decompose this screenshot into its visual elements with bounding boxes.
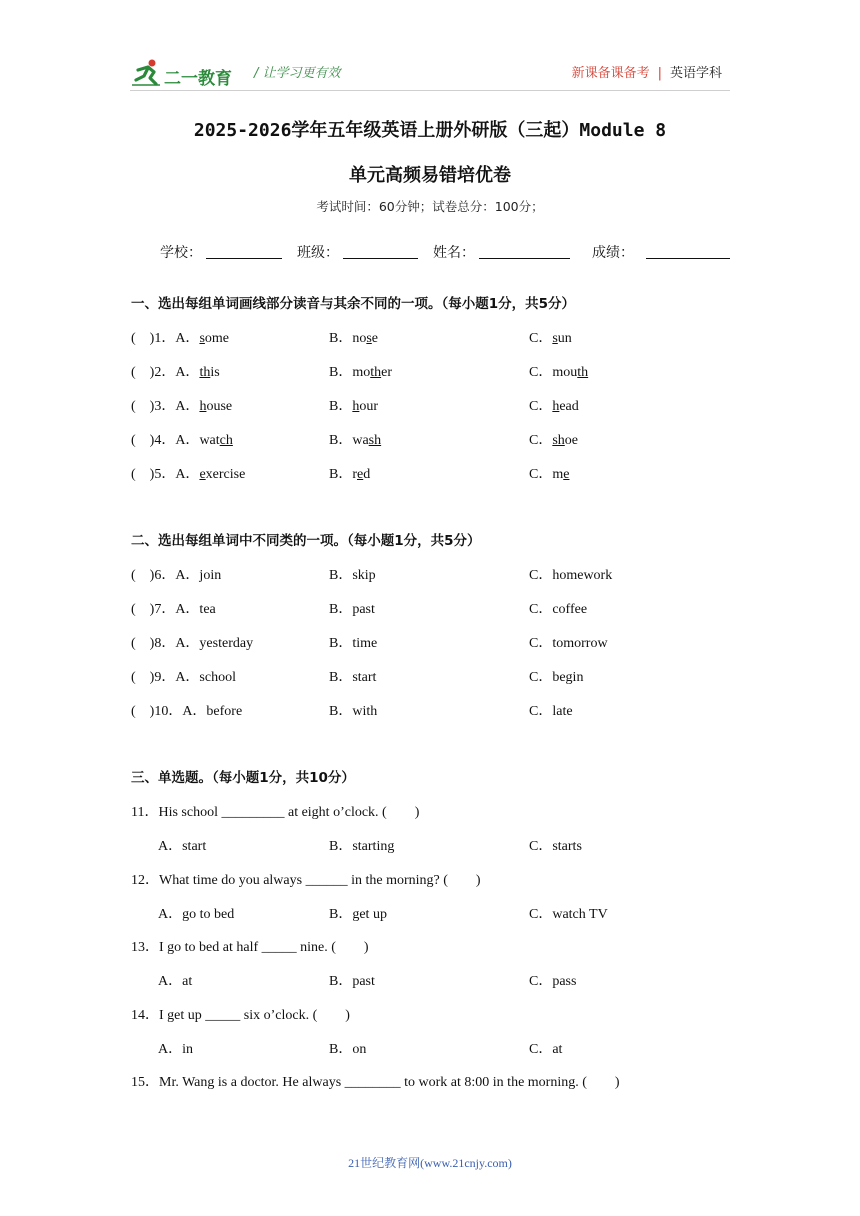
option-a: A．in [158, 1042, 193, 1057]
list-item [131, 463, 751, 483]
header-subject: 英语学科 [669, 66, 722, 81]
option-c: C．starts [529, 839, 582, 854]
school-field [160, 242, 202, 262]
option-a: ( )3．A．house [131, 399, 233, 414]
question-text: 11．His school _________ at eight o’clock. ( ) [131, 805, 420, 820]
list-item [131, 429, 751, 449]
option-a: A．at [158, 974, 193, 989]
option-c: C．head [529, 399, 579, 414]
class-field [297, 242, 339, 262]
header-right [572, 62, 722, 81]
question-text: 14．I get up _____ six o’clock. ( ) [131, 1008, 350, 1023]
list-item [131, 632, 751, 652]
option-c: C．late [529, 704, 573, 719]
slogan: / 让学习更有效 [254, 66, 341, 81]
score-field [592, 242, 634, 262]
question-text: 13．I go to bed at half _____ nine. ( ) [131, 940, 369, 955]
option-b: B．start [329, 670, 377, 685]
option-b: B．nose [329, 331, 379, 346]
page-title-line-2: 单元高频易错培优卷 [349, 165, 511, 186]
logo-text: 二一教育 [164, 69, 232, 89]
option-a: ( )10．A．before [131, 704, 243, 719]
option-a: A．go to bed [158, 907, 235, 922]
option-b: B．skip [329, 568, 376, 583]
header-tagline: 新课备课备考 [571, 66, 650, 81]
section-2-heading: 二、选出每组单词中不同类的一项。（每小题1分，共5分） [131, 533, 481, 549]
option-b: B．with [329, 704, 378, 719]
option-c: C．tomorrow [529, 636, 608, 651]
list-item [131, 598, 751, 618]
section-3-heading: 三、单选题。（每小题1分，共10分） [131, 770, 355, 786]
option-b: B．time [329, 636, 378, 651]
list-item [131, 395, 751, 415]
option-b: B．past [329, 602, 375, 617]
runner-logo-icon [130, 58, 164, 88]
option-a: A．start [158, 839, 207, 854]
page-header [130, 54, 730, 90]
option-c: C．shoe [529, 433, 579, 448]
option-b: B．mother [329, 365, 393, 380]
list-item [131, 361, 751, 381]
list-item [131, 564, 751, 584]
option-c: C．coffee [529, 602, 588, 617]
option-a: ( )1．A．some [131, 331, 229, 346]
page-footer: 21世纪教育网(www.21cnjy.com) [348, 1156, 512, 1170]
header-divider [130, 90, 730, 91]
list-item [131, 700, 751, 720]
section-1-heading: 一、选出每组单词画线部分读音与其余不同的一项。（每小题1分，共5分） [131, 296, 576, 312]
options-row [158, 1038, 758, 1058]
option-c: C．homework [529, 568, 613, 583]
exam-info: 考试时间：60分钟；试卷总分：100分； [316, 199, 544, 214]
header-separator: | [657, 66, 662, 81]
option-c: C．sun [529, 331, 572, 346]
school-label: 学校： [160, 245, 202, 261]
option-b: B．hour [329, 399, 379, 414]
option-a: ( )5．A．exercise [131, 467, 246, 482]
option-b: B．on [329, 1042, 367, 1057]
list-item [131, 666, 751, 686]
option-b: B．red [329, 467, 371, 482]
option-b: B．wash [329, 433, 382, 448]
page-title: 2025-2026学年五年级英语上册外研版（三起）Module 8 [193, 120, 667, 141]
option-a: ( )7．A．tea [131, 602, 216, 617]
logo [130, 58, 242, 90]
option-a: ( )9．A．school [131, 670, 236, 685]
name-field [433, 242, 475, 262]
options-row [158, 903, 758, 923]
option-a: ( )8．A．yesterday [131, 636, 254, 651]
option-c: C．begin [529, 670, 584, 685]
options-row [158, 970, 758, 990]
school-blank [206, 258, 282, 259]
option-c: C．at [529, 1042, 563, 1057]
options-row [158, 835, 758, 855]
option-c: C．mouth [529, 365, 589, 380]
option-a: ( )6．A．join [131, 568, 222, 583]
option-b: B．past [329, 974, 375, 989]
option-b: B．starting [329, 839, 395, 854]
option-a: ( )4．A．watch [131, 433, 233, 448]
score-blank [646, 258, 730, 259]
class-blank [343, 258, 418, 259]
score-label: 成绩： [592, 245, 634, 261]
question-text: 15．Mr. Wang is a doctor. He always ________ to work at 8:00 in the morning. ( ) [131, 1075, 620, 1090]
list-item [131, 327, 751, 347]
name-blank [479, 258, 570, 259]
option-c: C．pass [529, 974, 577, 989]
question-text: 12．What time do you always ______ in the morning? ( ) [131, 873, 481, 888]
class-label: 班级： [297, 245, 339, 261]
option-b: B．get up [329, 907, 387, 922]
name-label: 姓名： [433, 245, 475, 261]
option-c: C．me [529, 467, 570, 482]
option-c: C．watch TV [529, 907, 608, 922]
option-a: ( )2．A．this [131, 365, 220, 380]
